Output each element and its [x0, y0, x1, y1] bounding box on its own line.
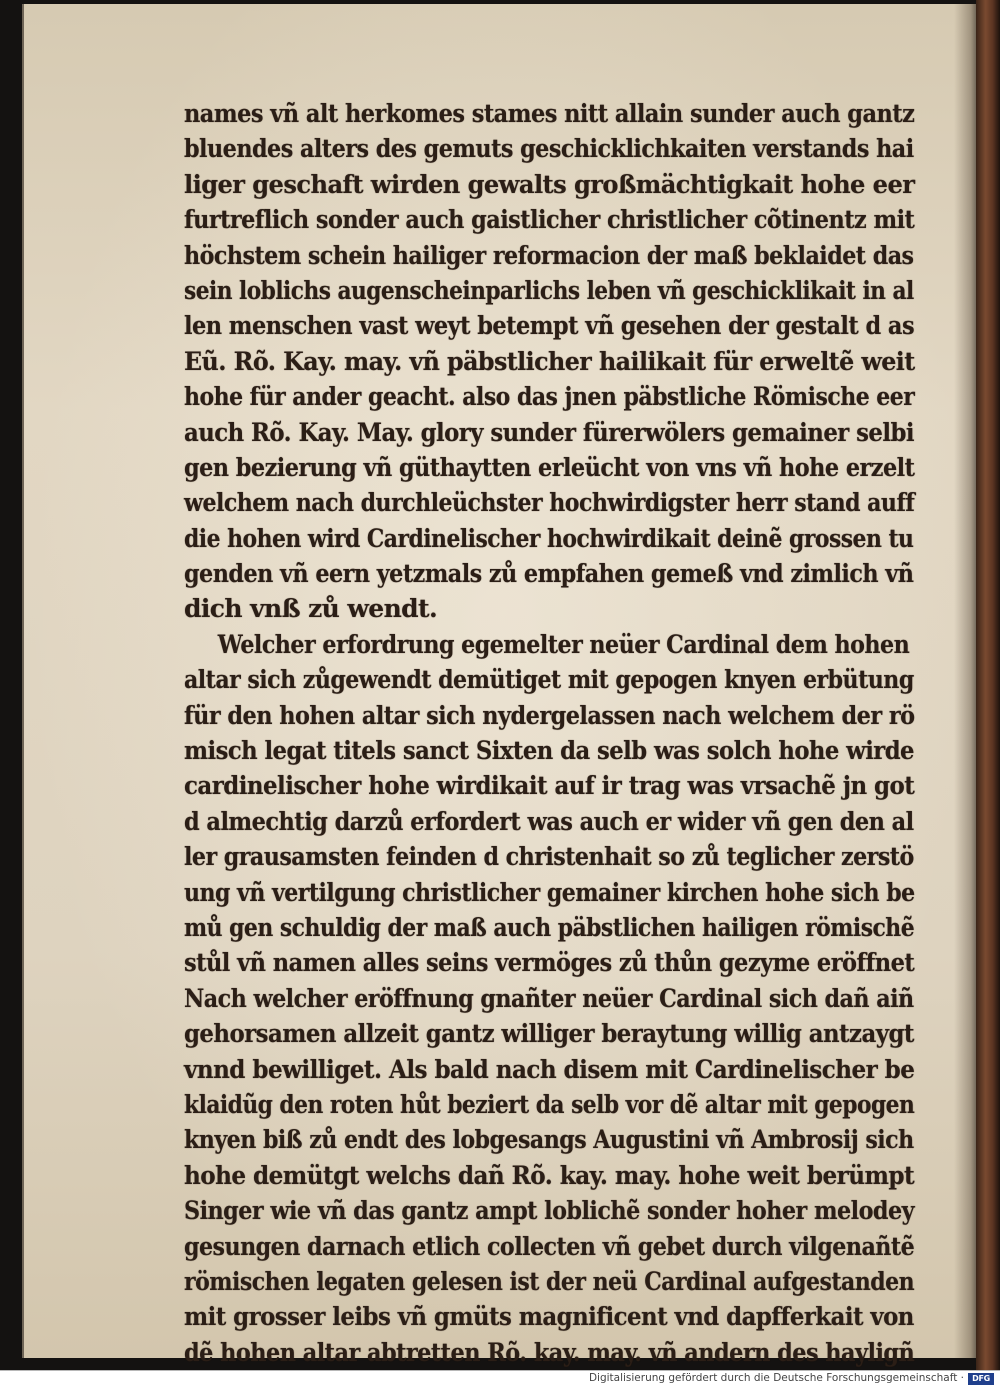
- text-line: knyen biß zů endt des lobgesangs Augustini vñ Ambrosij sich: [184, 1125, 914, 1155]
- text-line: hohe für ander geacht. also das jnen päbstliche Römische eer: [184, 382, 915, 412]
- text-line: Eũ. Rõ. Kay. may. vñ päbstlicher hailikait für erweltẽ weit: [184, 346, 915, 376]
- text-line: altar sich zůgewendt demütiget mit gepogen knyen erbütung: [184, 665, 914, 695]
- footer-bar: [0, 1370, 1000, 1387]
- text-line: Welcher erfordrung egemelter neüer Cardinal dem hohen: [217, 629, 910, 659]
- text-line: klaidũg den roten hůt beziert da selb vor dẽ altar mit gepogen: [184, 1089, 915, 1119]
- text-line: höchstem schein hailiger reformacion der maß beklaidet das: [184, 240, 914, 270]
- text-line: mit grosser leibs vñ gmüts magnificent vnd dapfferkait von: [184, 1302, 914, 1332]
- text-line: genden vñ eern yetzmals zů empfahen gemeß vnd zimlich vñ: [184, 559, 914, 589]
- text-line: cardinelischer hohe wirdikait auf ir trag was vrsachẽ jn got: [184, 771, 915, 801]
- text-line: bluendes alters des gemuts geschicklichkaiten verstands hai: [184, 134, 914, 164]
- text-line: dẽ hohen altar abtretten Rõ. kay. may. vñ andern des hayligñ: [184, 1337, 915, 1367]
- text-line: sein loblichs augenscheinparlichs leben vñ geschicklikait in al: [184, 275, 914, 305]
- text-line: furtreflich sonder auch gaistlicher christlicher cõtinentz mit: [184, 205, 915, 235]
- text-line: ung vñ vertilgung christlicher gemainer kirchen hohe sich be: [184, 877, 915, 907]
- text-line: gehorsamen allzeit gantz williger beraytung willig antzaygt: [184, 1019, 914, 1049]
- book-page: [22, 4, 982, 1367]
- text-line: misch legat titels sanct Sixten da selb was solch hohe wirde: [184, 736, 914, 766]
- text-line: gesungen darnach etlich collecten vñ gebet durch vilgenañtẽ: [184, 1231, 915, 1261]
- text-line: len menschen vast weyt betempt vñ gesehen der gestalt d as: [184, 311, 915, 341]
- text-line: auch Rõ. Kay. May. glory sunder fürerwölers gemainer selbi: [184, 417, 915, 447]
- dfg-logo-icon: DFG: [968, 1373, 994, 1385]
- text-line: welchem nach durchleüchster hochwirdigster herr stand auff: [184, 488, 915, 518]
- text-line: römischen legaten gelesen ist der neü Cardinal aufgestanden: [184, 1266, 915, 1296]
- text-line: gen bezierung vñ güthaytten erleücht von vns vñ hohe erzelt: [184, 452, 915, 482]
- text-line: vnnd bewilliget. Als bald nach disem mit Cardinelischer be: [184, 1054, 915, 1084]
- text-line: hohe demütgt welchs dañ Rõ. kay. may. hohe weit berümpt: [184, 1160, 915, 1190]
- text-line: stůl vñ namen alles seins vermöges zů thůn gezyme eröffnet: [184, 948, 915, 978]
- text-block: [184, 96, 914, 1370]
- text-line: dich vnß zů wendt.: [184, 594, 438, 624]
- text-line: die hohen wird Cardinelischer hochwirdikait deinẽ grossen tu: [184, 523, 914, 553]
- text-line: names vñ alt herkomes stames nitt allain sunder auch gantz: [184, 99, 915, 128]
- book-edge: [976, 0, 1000, 1370]
- text-line: liger geschaft wirden gewalts großmächtigkait hohe eer: [184, 169, 915, 199]
- text-line: Nach welcher eröffnung gnañter neüer Cardinal sich dañ aiñ: [184, 983, 914, 1013]
- text-line: Singer wie vñ das gantz ampt loblichẽ sonder hoher melodey: [184, 1196, 915, 1226]
- text-line: mů gen schuldig der maß auch päbstlichen hailigen römischẽ: [184, 912, 915, 942]
- text-line: ler grausamsten feinden d christenhait so zů teglicher zerstö: [184, 842, 914, 872]
- text-line: für den hohen altar sich nydergelassen nach welchem der rö: [184, 700, 915, 730]
- funding-notice: Digitalisierung gefördert durch die Deutsche Forschungsgemeinschaft ·: [588, 1372, 964, 1384]
- text-line: d almechtig darzů erfordert was auch er wider vñ gen den al: [184, 806, 914, 836]
